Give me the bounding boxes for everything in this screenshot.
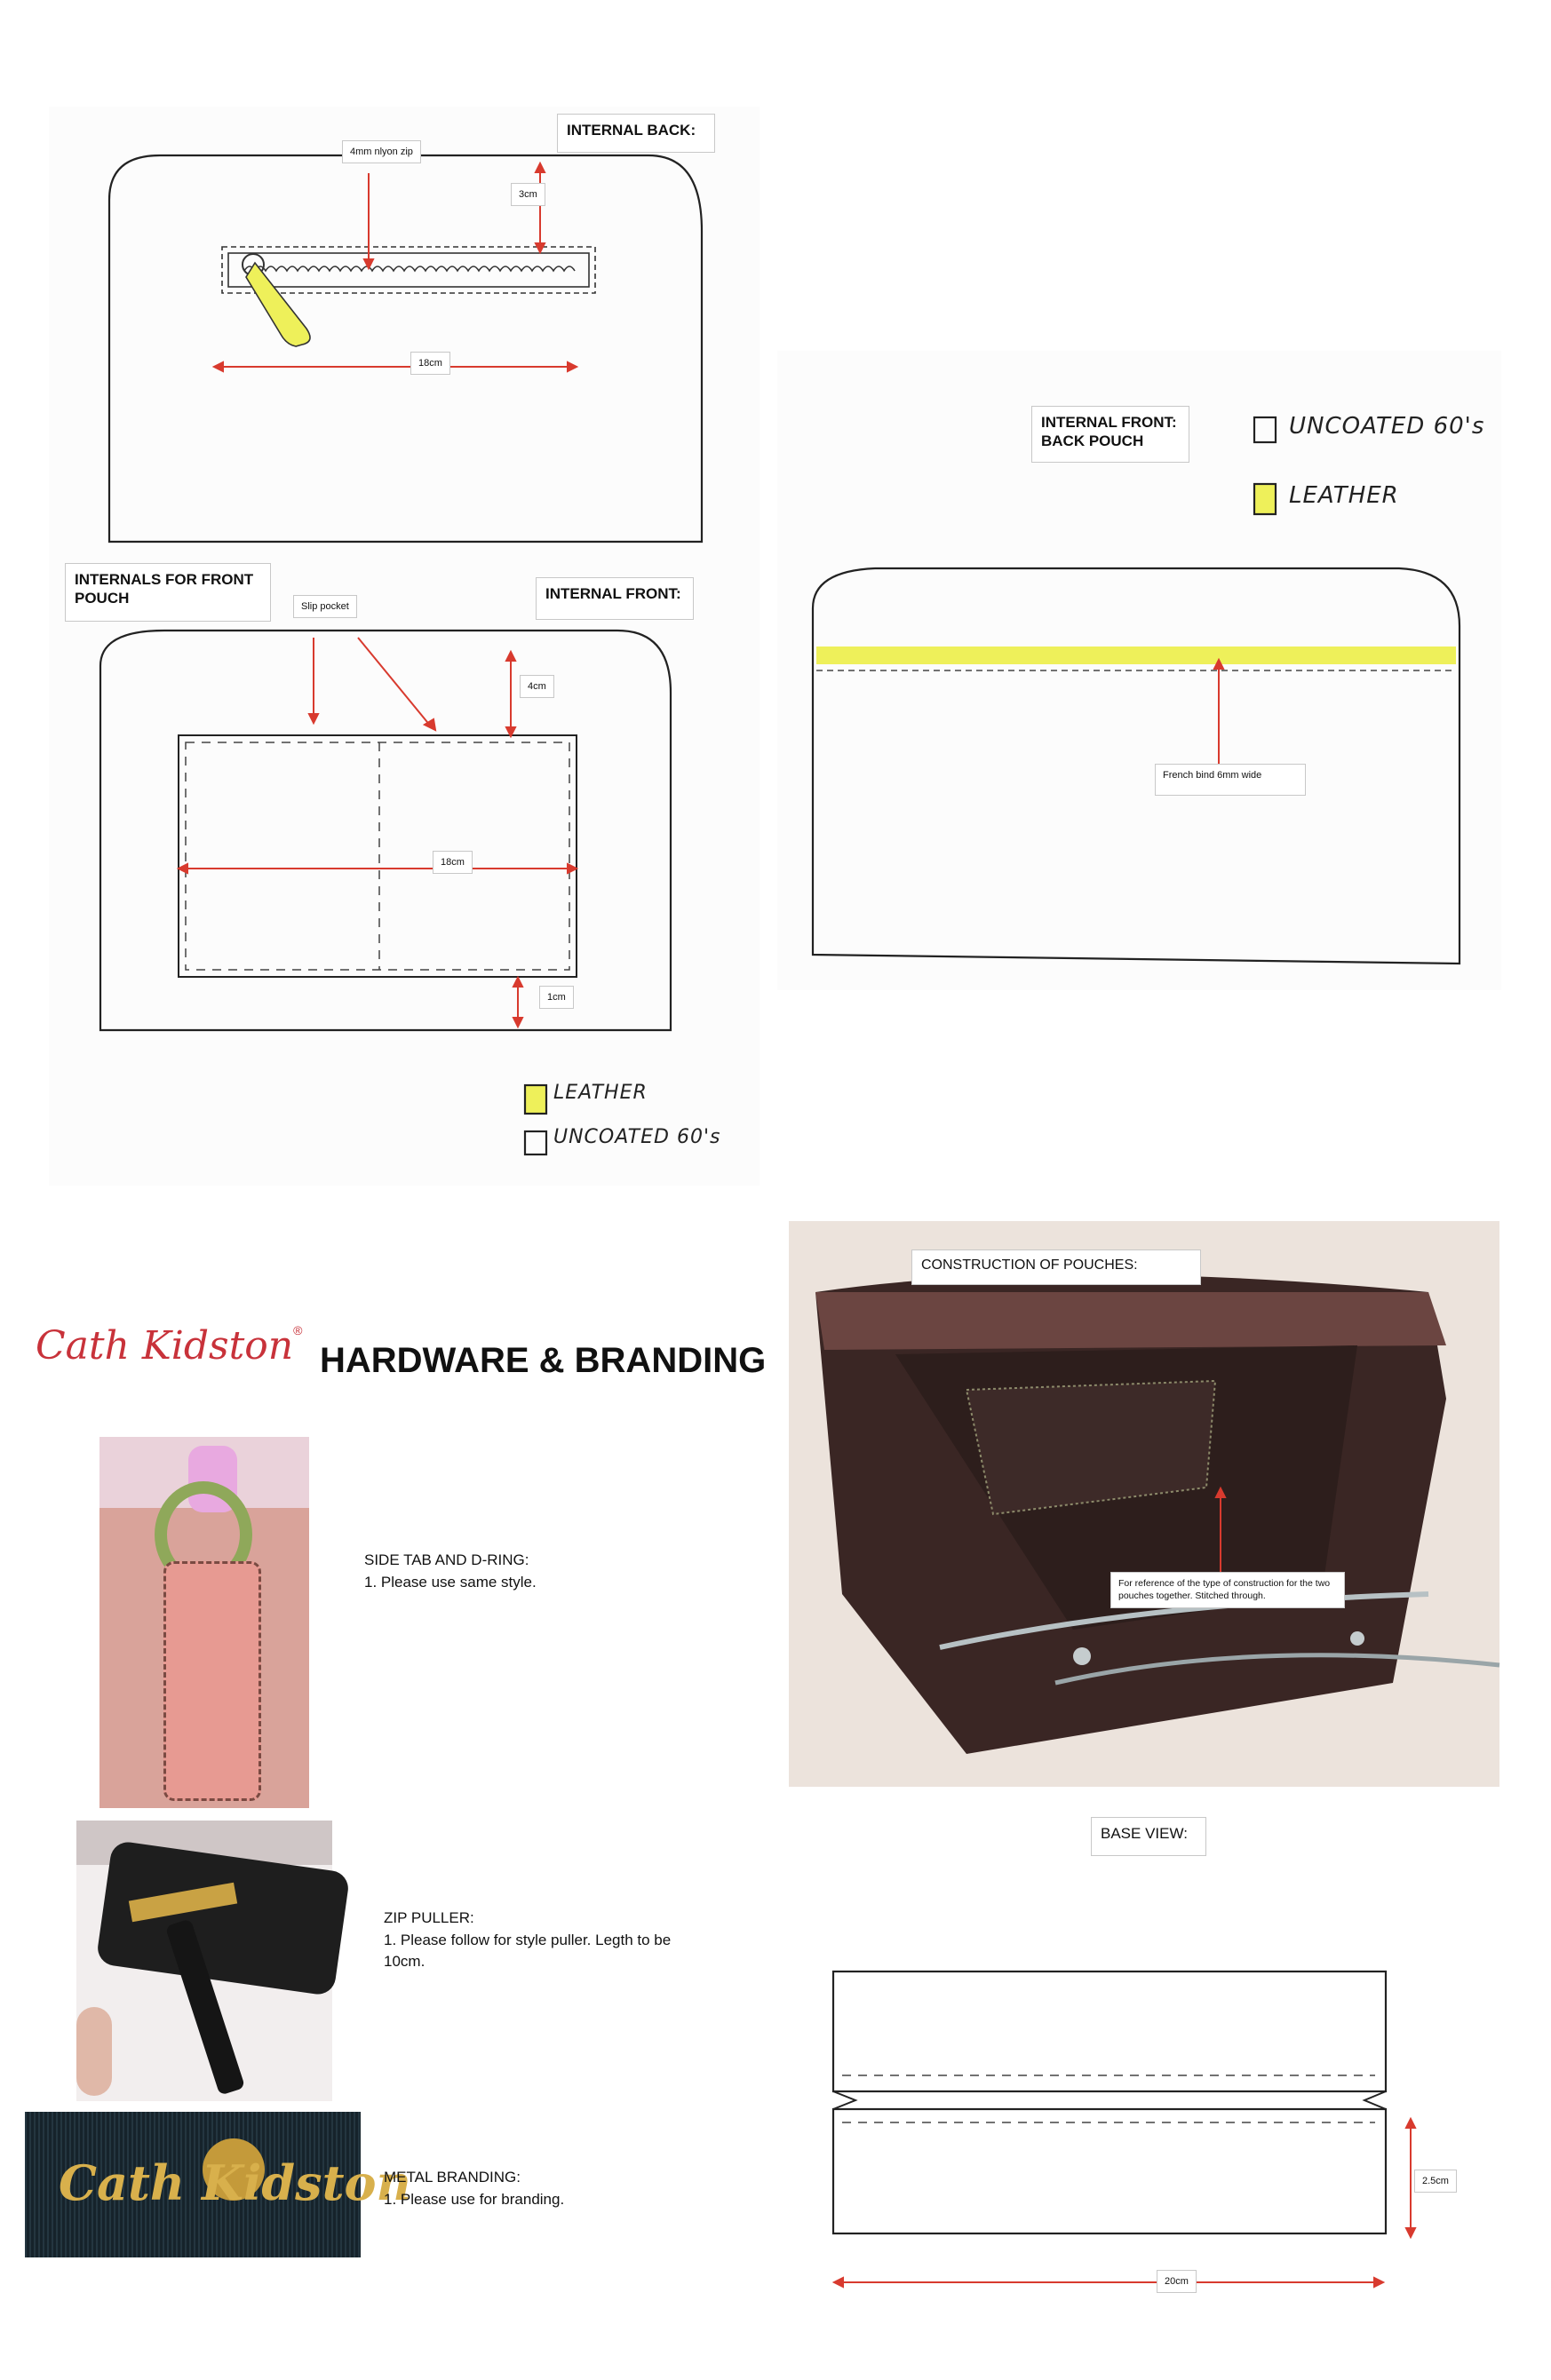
side-tab-photo (99, 1437, 309, 1808)
front-pouch-panel (49, 559, 760, 1186)
french-bind-tag: French bind 6mm wide (1155, 764, 1306, 796)
zip-depth-tag: 3cm (511, 183, 545, 206)
back-pouch-title: INTERNAL FRONT: BACK POUCH (1031, 406, 1189, 463)
pocket-width-tag: 18cm (433, 851, 473, 874)
front-checkbox-uncoated (525, 1131, 546, 1154)
brand-registered-mark: ® (293, 1323, 303, 1337)
side-tab-heading: SIDE TAB AND D-RING: (364, 1551, 529, 1568)
zip-puller-text: 1. Please follow for style puller. Legth to be 10cm. (384, 1931, 672, 1971)
front-checkbox-leather (525, 1085, 546, 1114)
slip-pocket-tag: Slip pocket (293, 595, 357, 618)
base-view-title: BASE VIEW: (1091, 1817, 1206, 1856)
internal-back-title: INTERNAL BACK: (557, 114, 715, 153)
side-tab-text: 1. Please use same style. (364, 1573, 537, 1591)
construction-photo (789, 1221, 1499, 1787)
back-pouch-panel (777, 351, 1501, 990)
construction-photo-drawing (789, 1221, 1499, 1787)
base-view-sketch (789, 1945, 1499, 2300)
construction-note: For reference of the type of construction for the two pouches together. Stitched through. (1110, 1572, 1345, 1608)
pocket-top-tag: 4cm (520, 675, 554, 698)
brand-logo-text: Cath Kidston (36, 1323, 294, 1368)
zip-puller-photo (76, 1821, 332, 2101)
metal-branding-photo (25, 2112, 411, 2257)
internal-back-panel (49, 107, 760, 559)
metal-plaque-text: Cath Kidston (59, 2154, 411, 2211)
metal-branding-text: 1. Please use for branding. (384, 2190, 565, 2208)
internal-front-title: INTERNAL FRONT: (536, 577, 694, 620)
brand-logo (36, 1323, 302, 1368)
checkbox-leather (1254, 484, 1276, 514)
french-bind-strip (816, 647, 1456, 664)
front-legend-uncoated-label: UNCOATED 60's (553, 1126, 721, 1148)
zip-size-tag: 4mm nlyon zip (342, 140, 421, 163)
hardware-branding-title: HARDWARE & BRANDING (320, 1341, 767, 1380)
zip-puller-heading: ZIP PULLER: (384, 1909, 474, 1926)
base-height-tag: 2.5cm (1414, 2170, 1457, 2193)
pocket-bottom-tag: 1cm (539, 986, 574, 1009)
side-tab-description (364, 1550, 657, 1593)
checkbox-uncoated (1254, 417, 1276, 442)
construction-title: CONSTRUCTION OF POUCHES: (911, 1250, 1201, 1285)
front-pouch-section-title: INTERNALS FOR FRONT POUCH (65, 563, 271, 622)
legend-uncoated-label: UNCOATED 60's (1289, 413, 1485, 440)
zip-puller-description (384, 1908, 712, 1973)
base-width-tag: 20cm (1157, 2270, 1197, 2293)
legend-leather-label: LEATHER (1289, 482, 1399, 509)
zip-width-tag: 18cm (410, 352, 450, 375)
front-legend-leather-label: LEATHER (553, 1082, 648, 1104)
internal-back-sketch (49, 107, 760, 559)
metal-branding-description (384, 2167, 686, 2210)
front-pouch-sketch (49, 559, 760, 1186)
metal-branding-heading: METAL BRANDING: (384, 2169, 521, 2186)
